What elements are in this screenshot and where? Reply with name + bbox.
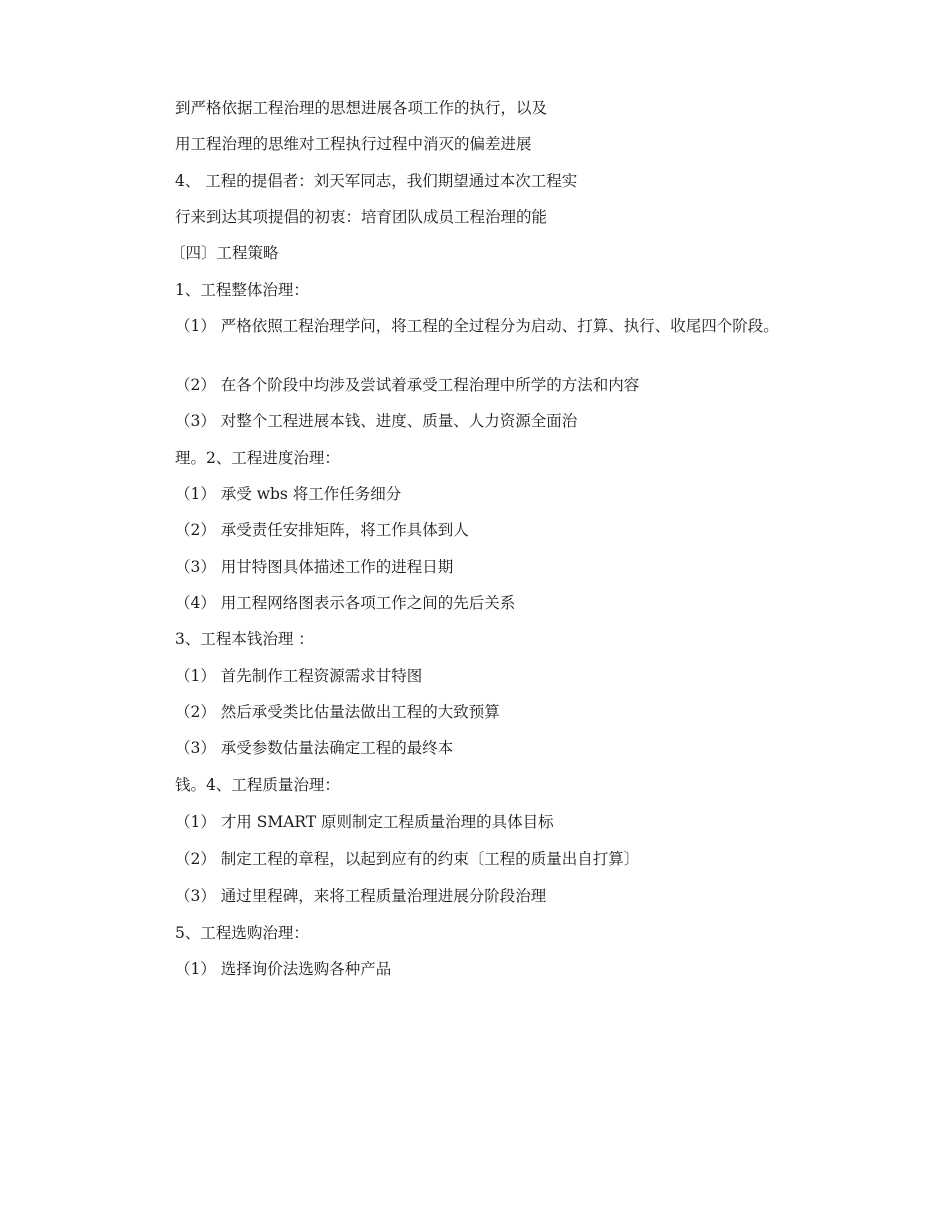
text-line: （3） 通过里程碑，来将工程质量治理进展分阶段治理 bbox=[175, 887, 547, 905]
text-line: （2） 制定工程的章程，以起到应有的约束〔工程的质量出自打算〕 bbox=[175, 850, 640, 868]
text-line: （1） 选择询价法选购各种产品 bbox=[175, 960, 392, 978]
text-line: （2） 承受责任安排矩阵，将工作具体到人 bbox=[175, 521, 469, 539]
text-line: （1） 首先制作工程资源需求甘特图 bbox=[175, 667, 423, 685]
text-line: 到严格依据工程治理的思想进展各项工作的执行，以及 bbox=[175, 99, 548, 117]
text-line: 理。2、工程进度治理： bbox=[175, 449, 340, 467]
text-line: （1） 才用 SMART 原则制定工程质量治理的具体目标 bbox=[175, 813, 554, 831]
text-line: （2） 在各个阶段中均涉及尝试着承受工程治理中所学的方法和内容 bbox=[175, 376, 640, 394]
text-line: 4、 工程的提倡者：刘天军同志，我们期望通过本次工程实 bbox=[175, 172, 578, 190]
text-line: 行来到达其项提倡的初衷：培育团队成员工程治理的能 bbox=[175, 208, 548, 226]
text-line: 用工程治理的思维对工程执行过程中消灭的偏差进展 bbox=[175, 135, 532, 153]
subsection-heading: 1、工程整体治理： bbox=[175, 281, 309, 299]
text-line: （1） 承受 wbs 将工作任务细分 bbox=[175, 485, 402, 503]
text-line: （4） 用工程网络图表示各项工作之间的先后关系 bbox=[175, 594, 516, 612]
subsection-heading: 3、工程本钱治理 ： bbox=[175, 630, 314, 648]
subsection-heading: 5、工程选购治理： bbox=[175, 924, 309, 942]
text-line: （3） 对整个工程进展本钱、进度、质量、人力资源全面治 bbox=[175, 412, 578, 430]
section-heading: 〔四〕工程策略 bbox=[170, 244, 279, 262]
text-line: 钱。4、工程质量治理： bbox=[175, 776, 340, 794]
text-line: （3） 用甘特图具体描述工作的进程日期 bbox=[175, 558, 454, 576]
text-line: （2） 然后承受类比估量法做出工程的大致预算 bbox=[175, 703, 500, 721]
text-paragraph: （1） 严格依照工程治理学问，将工程的全过程分为启动、打算、执行、收尾四个阶段。 bbox=[175, 317, 779, 335]
text-line: （3） 承受参数估量法确定工程的最终本 bbox=[175, 739, 454, 757]
